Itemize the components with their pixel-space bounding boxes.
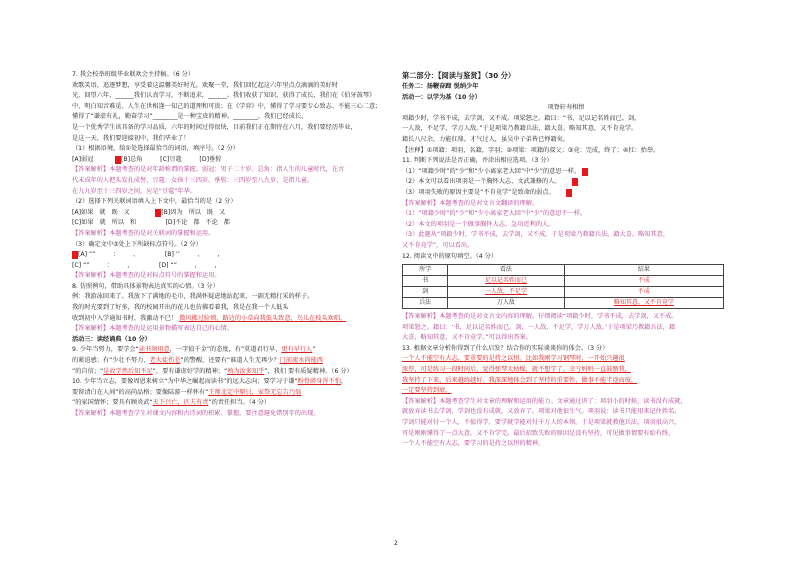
activity-3-heading: 活动三：读经诵典（10 分） (72, 335, 151, 343)
option-mark: 、 (133, 251, 140, 259)
answer-analysis: 【答案解析】本题考查的是对标点符号的掌握和运用。 (72, 272, 221, 280)
blank-answer[interactable]: 老大徒伤悲 (149, 357, 181, 365)
q7-sub1: （1）根据语境，给①处选择最恰当的词语，填序号。（2 分） (72, 145, 239, 153)
task-heading: 任务二：扬鞭奋蹄 悦纳少年 (402, 83, 479, 90)
q11-statement-text: （1）“项籍少时”的“少”和“少小离家老大回”中“少”的意思一样。 (402, 167, 581, 175)
q10-line (72, 398, 390, 409)
q7-paragraph-line: 懂得了“谦虚有礼，勤奋学习”________是一种宝贵的精神。________，我们已经成长， (72, 113, 308, 121)
answer-analysis: （2）本文的项羽是一个做事胸怀大志、急功近利的人。 (402, 220, 555, 228)
q7-sub2-options (72, 218, 390, 229)
q9-text: ”，我们 要有质疑精神。（6 分） (264, 367, 353, 375)
option-d[interactable]: [D]不论 (165, 219, 188, 227)
table-answer-cell[interactable]: 略知其意，又不肯竟学 (564, 298, 723, 309)
option-mark: 、 (197, 251, 204, 259)
answer-analysis: 学剑只能对付一个人，不值得学，要学就学能对付千万人的本领。于是项梁就教他兵法，项羽很高兴， (402, 419, 681, 427)
option-mark: ： (113, 251, 120, 259)
option-word: 所以 (111, 219, 124, 227)
q7-sub3: （3）确定文中③处上下所缺标点符号。（2 分） (72, 240, 202, 248)
option-c[interactable]: [C]豆蔻 (160, 155, 182, 163)
q11-statement (402, 177, 730, 188)
answer-analysis: 项梁怒之。籍曰：‘书，足以记名姓而已。剑，一人敌，不足学，学万人敌。’于是项梁乃教籍兵法，籍 (402, 323, 676, 331)
answer-analysis: 【答案解析】本题考查学生对课文内容和古诗词的积累、掌握，要注意避免错别字的出现。 (72, 410, 320, 417)
q7-paragraph-line: 中，明白知音难觅、人生在世相逢一知己的道理和可贵；在《学弈》中，懂得了学习要专心致志、不能三心二意； (72, 102, 382, 110)
page-number: 2 (394, 540, 398, 547)
option-word: 都 (193, 219, 200, 227)
q10-line: 10. 少年当立志，要像周恩来树立“为中华之崛起而读书”的远大志向；要学习于谦“粉骨碎身浑不怕， (72, 378, 348, 386)
q11-statement (402, 188, 730, 199)
q10-text: 10. 少年当立志，要像周恩来树立“为中华之崛起而读书”的远大志向；要学习于谦“ (72, 378, 298, 386)
q10-line (72, 388, 390, 399)
option-mark: ， (194, 261, 201, 269)
part-2-heading: 第二部分：【阅读与鉴赏】（30 分） (402, 71, 516, 80)
q8-example: 我的时光要到了好多，我的校园开出的花儿也仿佛看着我，我是在我一个人低头 (72, 304, 289, 312)
q9-line (72, 367, 390, 378)
q11-statement-text: （3）项羽失败的原因主要是“不肯竟学”是致命的弱点。 (402, 188, 555, 196)
q7-sub3-options (72, 261, 390, 272)
option-b[interactable]: [B]因为 (161, 208, 183, 216)
table-row (403, 276, 724, 287)
option-a[interactable]: [A]如果 (72, 208, 94, 216)
option-word: 不论 (205, 219, 218, 227)
q11-statement-text: （2）本文可以看出项羽是一个胸怀大志、文武兼修的人。 (402, 178, 561, 186)
q10-text: 要留清白在人间”的高尚品格；要像陆游一样怀有“ (72, 388, 209, 396)
blank-answer[interactable]: 天下兴亡，匹夫有责 (152, 399, 209, 407)
passage-note: 【注释】①项籍：项羽，名籍，字羽；②项梁：项籍的叔父；③竟：完成，终了；④扛：抬举。 (402, 146, 660, 154)
q12-heading: 12. 阅读文中的原句填空。（4 分） (402, 252, 498, 260)
table-cell: 万人敌 (448, 298, 565, 309)
answer-analysis: 又不肯竟学”，可以看出。 (402, 241, 474, 249)
answer-analysis: 【答案解析】本题考查的是对文言文翻译的理解。 (402, 199, 539, 207)
option-word: 又 (218, 208, 226, 216)
answer-analysis: 大喜，略知其意，又不肯竟学。”可以得出答案。 (402, 334, 533, 342)
q7-paragraph-line: 欢歌笑语，追逐梦想，享受着这温馨美好时光。欢聚一堂，我们回忆起这六年里点点滴滴的美好时 (72, 81, 339, 89)
option-d[interactable]: [D]垂髫 (199, 155, 222, 163)
q13-heading: 13. 根据文章分析你得到了什么启发？结合你的实际谈谈你的体会。（3 分） (402, 344, 609, 352)
answer-analysis: （1）“项籍少时”的“少”和“少小离家老大回”中“少”的意思不一样。 (402, 210, 587, 218)
table-answer-cell[interactable]: 不成 (564, 276, 723, 287)
option-word: 就 (99, 219, 106, 227)
q9-line (72, 356, 390, 367)
activity-1-heading: 活动一：以学为基（10 分） (402, 93, 481, 101)
q9-text: ，一字值千金”的态度，有“莫道君行早， (169, 346, 282, 354)
answer-analysis: 【答案解析】本题考查学生对文章的理解和运用的能力。文章通过讲了：项羽小的时候，读书没有成就， (402, 397, 687, 405)
option-mark: ， (214, 261, 221, 269)
option-b[interactable]: [B]总角 (121, 155, 143, 163)
option-a[interactable]: [A] “” (77, 251, 96, 259)
q7-sub1-options (72, 155, 390, 166)
q9-text: 9. 少年当努力，要学会“ (72, 346, 139, 354)
option-c[interactable]: [C] “” (72, 261, 90, 269)
q8-prompt-text: 收到初中入学通知书时，我激动不已！ (72, 314, 178, 322)
q7-paragraph-line: 是这一天，我们要迎接初中，我们毕业了！ (72, 134, 190, 142)
blank-answer[interactable]: 更有早行人 (281, 346, 313, 354)
option-word: 和 (129, 219, 136, 227)
answer-analysis: 就放弃读书去学剑，学剑也没有成就，又放弃了。项梁对他很生气。项羽说：读书只能用来记住姓名， (402, 408, 681, 416)
q13-answer-line[interactable]: 我坚持了下来，后来越练越好。我深深地体会到了坚持的重要性，做事不能半途而废， (402, 376, 638, 384)
table-cell: 剑 (403, 287, 448, 298)
q11-statement (402, 167, 730, 178)
q13-answer-line[interactable]: 一定要坚持到底。 (402, 387, 452, 395)
q10-text: ”的责任担当。（4 分） (208, 399, 271, 407)
table-answer-cell[interactable]: 不成 (564, 287, 723, 298)
table-cell: 书 (403, 276, 448, 287)
q9-text: ”的警醒，还要有“谁道人生无再少？ (180, 357, 280, 365)
answer-analysis: 【答案解析】本题考查的是对关联词的掌握和运用。 (72, 229, 215, 237)
left-column (72, 70, 390, 420)
q8-heading: 8. 仿照例句，借助具体景物表达真实的心情。（3 分） (72, 282, 219, 290)
option-mark: ， (127, 261, 134, 269)
option-word: 所以 (188, 208, 201, 216)
table-answer-cell[interactable]: 一人敌，不足学 (448, 287, 565, 298)
q12-table (402, 264, 724, 309)
option-word: 既 (206, 208, 214, 216)
q9-line: 9. 少年当努力，要学会“读书须用意，一字值千金”的态度，有“莫道君行早，更有早行人” (72, 346, 316, 354)
judge-mark[interactable] (582, 168, 588, 176)
blank-answer[interactable]: 门前流水尚能西 (279, 357, 323, 365)
q7-sub3-options (72, 250, 390, 261)
option-word: 既 (111, 208, 118, 216)
q8-prompt (72, 314, 390, 325)
q9-text: ”，要有谦虚好学的精神；“ (152, 367, 228, 375)
answer-analysis: 【答案解析】本题考查的是对文言文内容的理解。仔细阅读“项籍少时，学书不成，去学剑，又不成。 (402, 313, 678, 321)
q7-sub2-options (72, 208, 390, 219)
q7-paragraph-line: 是一个优秀学生该具备的学习品质，六年的时间过得很快，目前我们正在期待在六月，我们要经历毕业， (72, 123, 357, 131)
option-word: 就 (99, 208, 106, 216)
blank-answer[interactable]: 熟为汝多知乎 (227, 367, 265, 375)
table-header-cell: 结果 (564, 265, 723, 276)
option-d[interactable]: [D] “” (158, 261, 177, 269)
passage-line: 籍长八尺余，力能扛鼎，才气过人，虽吴中子弟皆已惮籍矣。 (402, 135, 570, 143)
judge-mark[interactable] (572, 178, 578, 186)
blank-answer[interactable]: 王师北定中原日，家祭无忘告乃翁 (208, 388, 302, 396)
option-c[interactable]: [C]如果 (72, 219, 94, 227)
table-cell: 兵法 (403, 298, 448, 309)
table-header-cell: 看法 (448, 265, 565, 276)
table-header-row (403, 265, 724, 276)
passage-line: 项籍少时，学书不成，去学剑，又不成。项梁怒之。籍曰：“书，足以记名姓而已。剑， (402, 114, 641, 122)
q13-answer-line[interactable]: 浓厚，可是练习一段时间后，觉得弹琴太枯燥，就不想学了，幸亏妈妈一直鼓励我， (402, 366, 631, 374)
right-column (402, 70, 730, 450)
q9-text: 的紧迫感；有“少壮不努力， (72, 357, 150, 365)
passage-line: 一人敌，不足学，学万人敌。”于是项梁乃教籍兵法，籍大喜，略知其意，又不肯竟学。 (402, 125, 638, 133)
q8-answer[interactable]: 微风拂过脸颊，路边的小草向我低头致意，鸟儿在枝头欢唱。 (179, 314, 347, 322)
judge-mark[interactable] (566, 189, 572, 197)
option-word: 都 (223, 219, 230, 227)
q13-answer-line[interactable]: 一个人不能空有大志，要重要的是持之以恒。比如我刚学习钢琴时，一开始兴趣很 (402, 355, 625, 363)
passage-title: 项脊轩寿相恨 (547, 104, 585, 112)
blank-answer[interactable]: 粉骨碎身浑不怕 (297, 378, 341, 386)
option-a[interactable]: [A]弱冠 (72, 155, 94, 163)
option-mark: ， (217, 251, 224, 259)
table-answer-cell[interactable]: 足以记名姓而已 (448, 276, 565, 287)
blank-answer[interactable]: 读书须用意 (138, 346, 170, 354)
q10-text: ”的家国情怀；要具有顾炎武“ (72, 399, 153, 407)
q7-paragraph-line: 光，回望六年，______我们认真学习，不断追求，______。我们收获了知识，获得了成长，我们在《伯牙鼓琴》 (72, 92, 376, 100)
q11-heading: 11. 判断下列说法是否正确，并涂出相应选项。（3 分） (402, 157, 553, 165)
table-row (403, 287, 724, 298)
answer-analysis: 【答案解析】本题考查的是运用景物描写表达自己的心情。 (72, 325, 233, 333)
answer-analysis: 代未成年的人把头发扎成髻，豆蔻：女孩十三四岁。垂髫：三四岁至八九岁，是指儿童。 (72, 176, 314, 184)
q9-text: ”的自信；“ (72, 367, 104, 375)
answer-analysis: 一个人不能空有大志，要学习的是持之以恒的精神。 (402, 440, 545, 448)
answer-analysis: 在九九岁至十三四岁之间，应是“豆蔻”年华。 (72, 187, 196, 195)
table-header-cell: 所学 (403, 265, 448, 276)
q8-example: 例：我游泳回来了。我放下了满地的毛巾，我满怀疑虑地站起来，一副无精打采的样子。 (72, 293, 314, 301)
answer-analysis: （3）此题从“项籍少时，学书不成，去学剑，又不成。于是项梁乃教籍兵法，籍大喜，略知其意， (402, 231, 670, 239)
answer-analysis: 【答案解析】本题考查的是对年龄称谓的掌握。弱冠：男子二十岁。总角：指人生的儿童时代，在古 (72, 166, 345, 174)
q7-heading: 7. 我会校举班级毕业联欢会主持稿。（6 分） (72, 71, 195, 78)
table-row (403, 298, 724, 309)
answer-analysis: 可是刚刚懂得了一点大意，又不肯学完。最后招致失败的原因是没有坚持，可见做事情要有始有终， (402, 429, 675, 437)
blank-answer[interactable]: 是故学然后知不足 (103, 367, 153, 375)
option-word: 又 (123, 208, 130, 216)
option-b[interactable]: [B] ‘’ (164, 251, 180, 259)
option-mark: ： (107, 261, 114, 269)
q7-sub2: （2）选择下列关联词语填入上下文中，最恰当的是（2 分） (72, 198, 237, 206)
